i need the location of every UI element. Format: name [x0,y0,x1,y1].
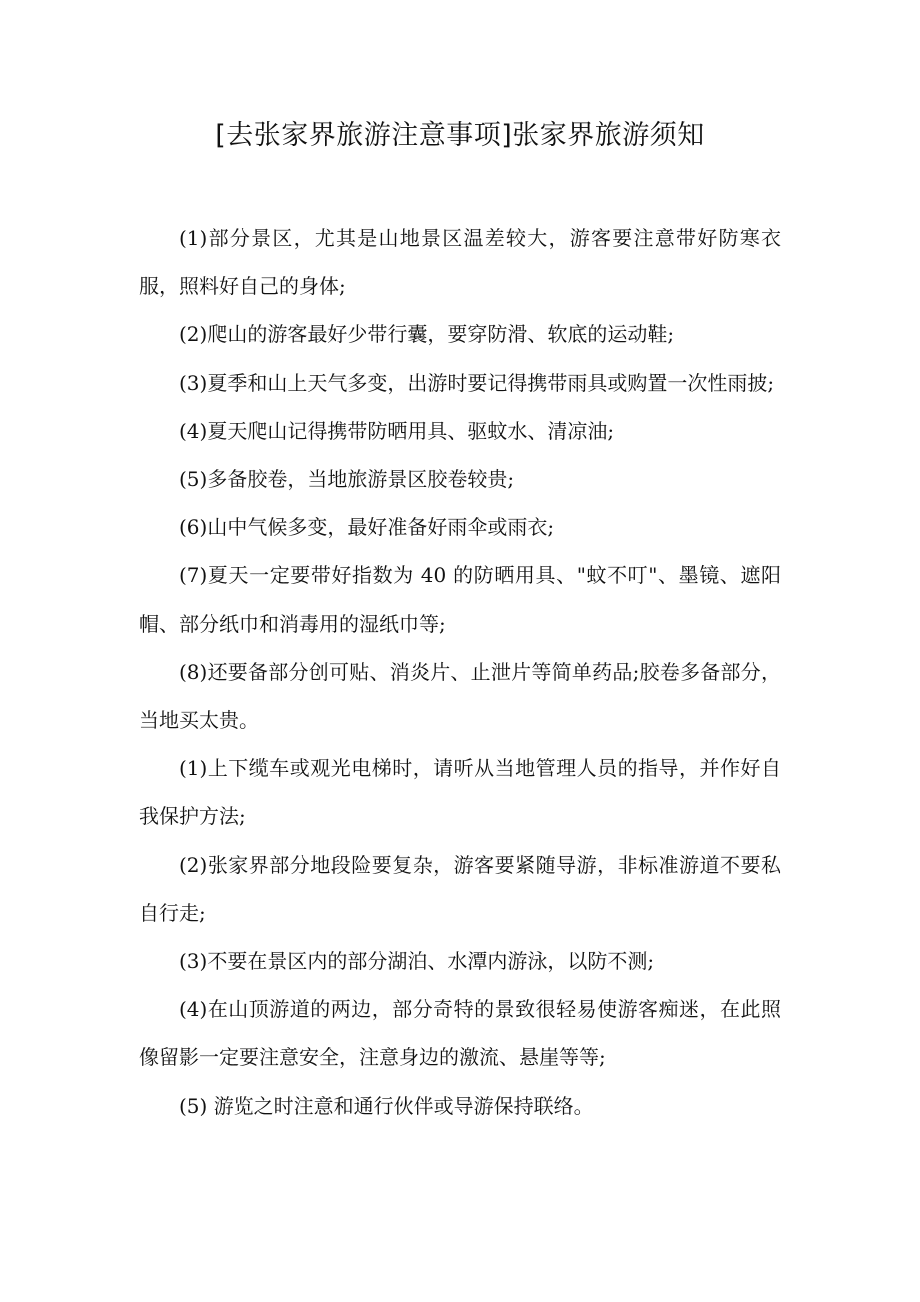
paragraph: (5)多备胶卷，当地旅游景区胶卷较贵; [179,467,515,492]
document-body [139,214,781,1130]
paragraph: (3)不要在景区内的部分湖泊、水潭内游泳，以防不测; [179,949,655,974]
paragraph: (5) 游览之时注意和通行伙伴或导游保持联络。 [179,1093,594,1118]
paragraph: (1)上下缆车或观光电梯时，请听从当地管理人员的指导，并作好自我保护方法; [139,756,781,829]
paragraph: (1)部分景区，尤其是山地景区温差较大，游客要注意带好防寒衣服，照料好自己的身体; [139,226,781,299]
paragraph: (7)夏天一定要带好指数为 40 的防晒用具、"蚊不叮"、墨镜、遮阳帽、部分纸巾和消毒用的湿纸巾等; [139,563,781,636]
paragraph: (4)夏天爬山记得携带防晒用具、驱蚊水、清凉油; [179,418,615,443]
document-title: [去张家界旅游注意事项]张家界旅游须知 [215,120,705,151]
paragraph: (6)山中气候多变，最好准备好雨伞或雨衣; [179,515,555,540]
paragraph: (2)张家界部分地段险要复杂，游客要紧随导游，非标准游道不要私自行走; [139,852,781,925]
paragraph: (3)夏季和山上天气多变，出游时要记得携带雨具或购置一次性雨披; [179,370,775,395]
paragraph: (2)爬山的游客最好少带行囊，要穿防滑、软底的运动鞋; [179,322,675,347]
paragraph: (8)还要备部分创可贴、消炎片、止泄片等简单药品;胶卷多备部分，当地买太贵。 [139,659,781,733]
paragraph: (4)在山顶游道的两边，部分奇特的景致很轻易使游客痴迷，在此照像留影一定要注意安全，注意身边的激流、悬崖等等; [139,997,781,1070]
